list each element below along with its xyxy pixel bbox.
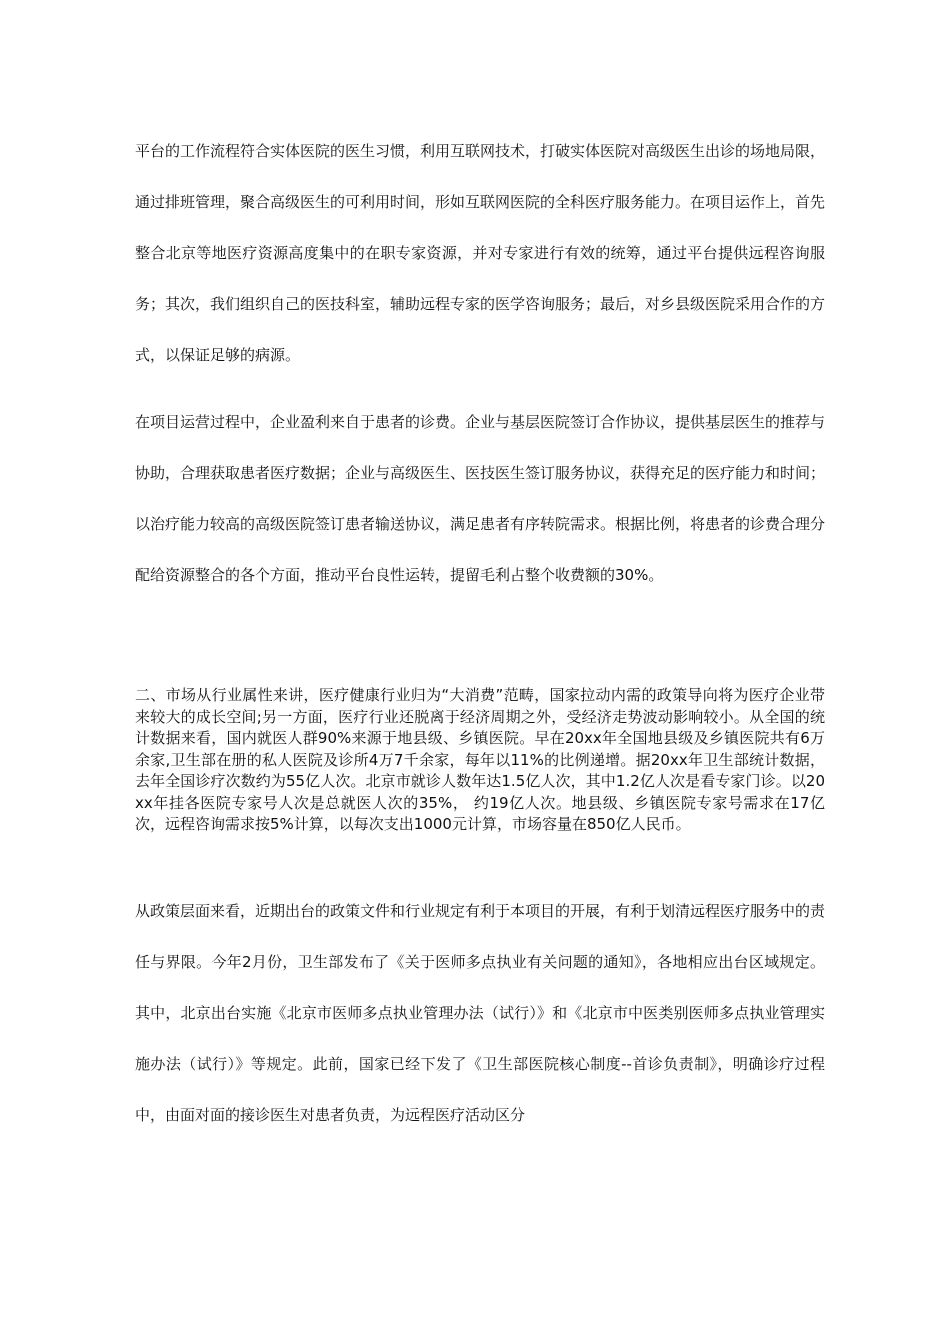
paragraph-project-operation: 在项目运营过程中，企业盈利来自于患者的诊费。企业与基层医院签订合作协议，提供基层医生的推荐与协助，合理获取患者医疗数据；企业与高级医生、医技医生签订服务协议，获得充足的医疗能力和时间；以治疗能力较高的高级医院签订患者输送协议，满足患者有序转院需求。根据比例，将患者的诊费合理分配给资源整合的各个方面，推动平台良性运转，提留毛利占整个收费额的30%。 [135,413,826,584]
paragraph-policy: 从政策层面来看，近期出台的政策文件和行业规定有利于本项目的开展，有利于划清远程医疗服务中的责任与界限。今年2月份，卫生部发布了《关于医师多点执业有关问题的通知》，各地相应出台区域规定。其中，北京出台实施《北京市医师多点执业管理办法（试行）》和《北京市中医类别医师多点执业管理实施办法（试行）》等规定。此前，国家已经下发了《卫生部医院核心制度--首诊负责制》，明确诊疗过程中，由面对面的接诊医生对患者负责，为远程医疗活动区分 [135,902,826,1124]
paragraph-platform-workflow: 平台的工作流程符合实体医院的医生习惯，利用互联网技术，打破实体医院对高级医生出诊的场地局限，通过排班管理，聚合高级医生的可利用时间，形如互联网医院的全科医疗服务能力。在项目运作上，首先整合北京等地医疗资源高度集中的在职专家资源，并对专家进行有效的统筹，通过平台提供远程咨询服务；其次，我们组织自己的医技科室，辅助远程专家的医学咨询服务；最后，对乡县级医院采用合作的方式，以保证足够的病源。 [135,142,826,364]
paragraph-market: 二、市场从行业属性来讲，医疗健康行业归为“大消费”范畴，国家拉动内需的政策导向将为医疗企业带来较大的成长空间;另一方面，医疗行业还脱离于经济周期之外，受经济走势波动影响较小。从全国的统计数据来看，国内就医人群90%来源于地县级、乡镇医院。早在20xx年全国地县级及乡镇医院共有6万余家,卫生部在册的私人医院及诊所4万7千余家，每年以11%的比例递增。据20xx年卫生部统计数据，去年全国诊疗次数约为55亿人次。北京市就诊人数年达1.5亿人次，其中1.2亿人次是看专家门诊。以20xx年挂各医院专家号人次是总就医人次的35%， 约19亿人次。地县级、乡镇医院专家号需求在17亿次，远程咨询需求按5%计算，以每次支出1000元计算，市场容量在850亿人民币。 [135,686,825,833]
